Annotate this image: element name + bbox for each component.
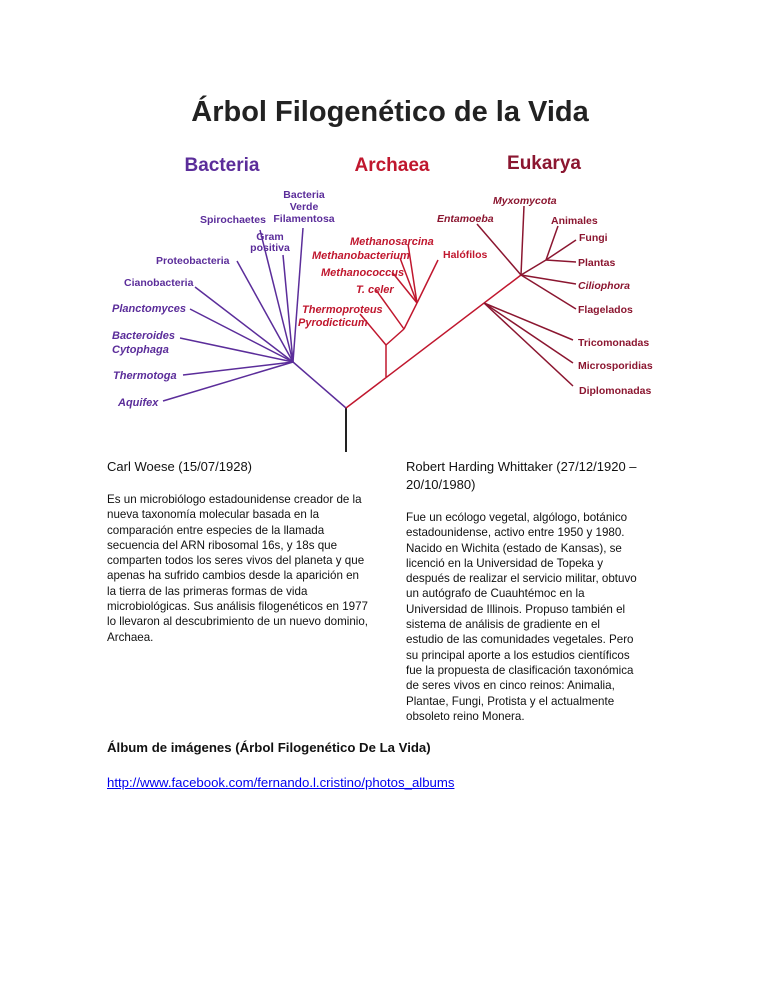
archaea-inner-stem-2 — [404, 303, 417, 329]
whittaker-heading: Robert Harding Whittaker (27/12/1920 – 20/10/1980) — [406, 459, 637, 492]
label-aquifex: Aquifex — [118, 397, 159, 409]
branch-fungi — [546, 240, 576, 260]
whittaker-section — [406, 458, 638, 724]
label-bacteria-verde-2: Verde — [289, 201, 319, 213]
label-myxomycota: Myxomycota — [493, 195, 557, 207]
label-pyrodicticum: Pyrodicticum — [298, 317, 368, 329]
phylogenetic-tree-figure — [0, 0, 768, 460]
label-plantas: Plantas — [578, 257, 616, 269]
label-methanococcus: Methanococcus — [321, 267, 405, 279]
label-thermoproteus: Thermoproteus — [302, 304, 383, 316]
label-bacteria-verde-3: Filamentosa — [273, 213, 335, 225]
label-fungi: Fungi — [579, 232, 608, 244]
label-halofilos: Halófilos — [443, 249, 488, 261]
label-methanosarcina: Methanosarcina — [350, 236, 434, 248]
label-animales: Animales — [551, 215, 598, 227]
label-flagelados: Flagelados — [578, 304, 633, 316]
domain-bacteria-label: Bacteria — [184, 155, 260, 176]
archaea-inner-stem — [386, 329, 404, 345]
label-diplomonadas: Diplomonadas — [579, 385, 652, 397]
branch-bacteroides — [180, 338, 293, 362]
label-entamoeba: Entamoeba — [437, 213, 494, 225]
branch-bacteria-verde — [293, 228, 303, 362]
album-link[interactable]: http://www.facebook.com/fernando.l.cristino/photos_albums — [107, 775, 455, 790]
label-microsporidias: Microsporidias — [578, 360, 653, 372]
branch-thermotoga — [183, 362, 293, 375]
bacteria-stem — [293, 362, 346, 408]
branch-methanobacterium — [400, 258, 417, 303]
branch-diplomonadas — [484, 303, 573, 386]
eukarya-branches — [477, 206, 576, 386]
label-proteobacteria: Proteobacteria — [156, 255, 230, 267]
label-spirochaetes: Spirochaetes — [200, 214, 266, 226]
label-planctomyces: Planctomyces — [112, 303, 186, 315]
woese-body: Es un microbiólogo estadounidense creador de la nueva taxonomía molecular basada en la comparación entre especies de la llamada secuencia del ARN ribosomal 16s, y 18s que comparten todos los seres vivos del planeta y que apenas ha sufrido cambios desde la aparición en la tierra de las primeras formas de vida microbiológicas. Sus análisis filogenéticos en 1977 lo llevaron al descubrimiento de un nuevo dominio, Archaea. — [107, 493, 369, 644]
label-methanobacterium: Methanobacterium — [312, 250, 410, 262]
branch-tricomonadas — [484, 303, 573, 340]
branch-microsporidias — [484, 303, 573, 363]
label-gram-2: positiva — [250, 242, 290, 254]
domain-eukarya-label: Eukarya — [507, 153, 581, 174]
label-bacteroides: Bacteroides — [112, 330, 175, 342]
label-cytophaga: Cytophaga — [112, 344, 169, 356]
branch-halofilos — [417, 260, 438, 303]
domain-archaea-label: Archaea — [354, 155, 430, 176]
branch-myxomycota — [521, 206, 524, 275]
label-tricomonadas: Tricomonadas — [578, 337, 650, 349]
branch-animales — [546, 226, 558, 260]
woese-heading: Carl Woese (15/07/1928) — [107, 459, 253, 474]
branch-aquifex — [163, 362, 293, 401]
branch-cianobacteria — [195, 287, 293, 362]
label-gram-1: Gram — [256, 231, 284, 243]
label-t-celer: T. celer — [356, 284, 394, 296]
label-cianobacteria: Cianobacteria — [124, 277, 194, 289]
label-thermotoga: Thermotoga — [113, 370, 177, 382]
whittaker-body: Fue un ecólogo vegetal, algólogo, botánico estadounidense, activo entre 1950 y 1980. Nacido en Wichita (estado de Kansas), se licenció en la Universidad de Topeka y después de realizar el servicio militar, obtuvo un autógrafo de Cuauhtémoc en la Universidad de Illinois. Propuso también el sistema de análisis de gradiente en el estudio de las comunidades vegetales. Pero su principal aporte a los estudios científicos fue la propuesta de clasificación taxonómica de seres vivos en cinco reinos: Animalia, Plantae, Fungi, Protista y el actualmente obsoleto reino Monera. — [406, 511, 637, 723]
album-title: Álbum de imágenes (Árbol Filogenético De La Vida) — [107, 740, 431, 755]
figure-title: Árbol Filogenético de la Vida — [191, 96, 589, 128]
branch-plantas — [546, 260, 576, 262]
label-ciliophora: Ciliophora — [578, 280, 630, 292]
woese-section — [107, 458, 369, 645]
label-bacteria-verde-1: Bacteria — [283, 189, 325, 201]
eukarya-stem — [521, 260, 546, 275]
